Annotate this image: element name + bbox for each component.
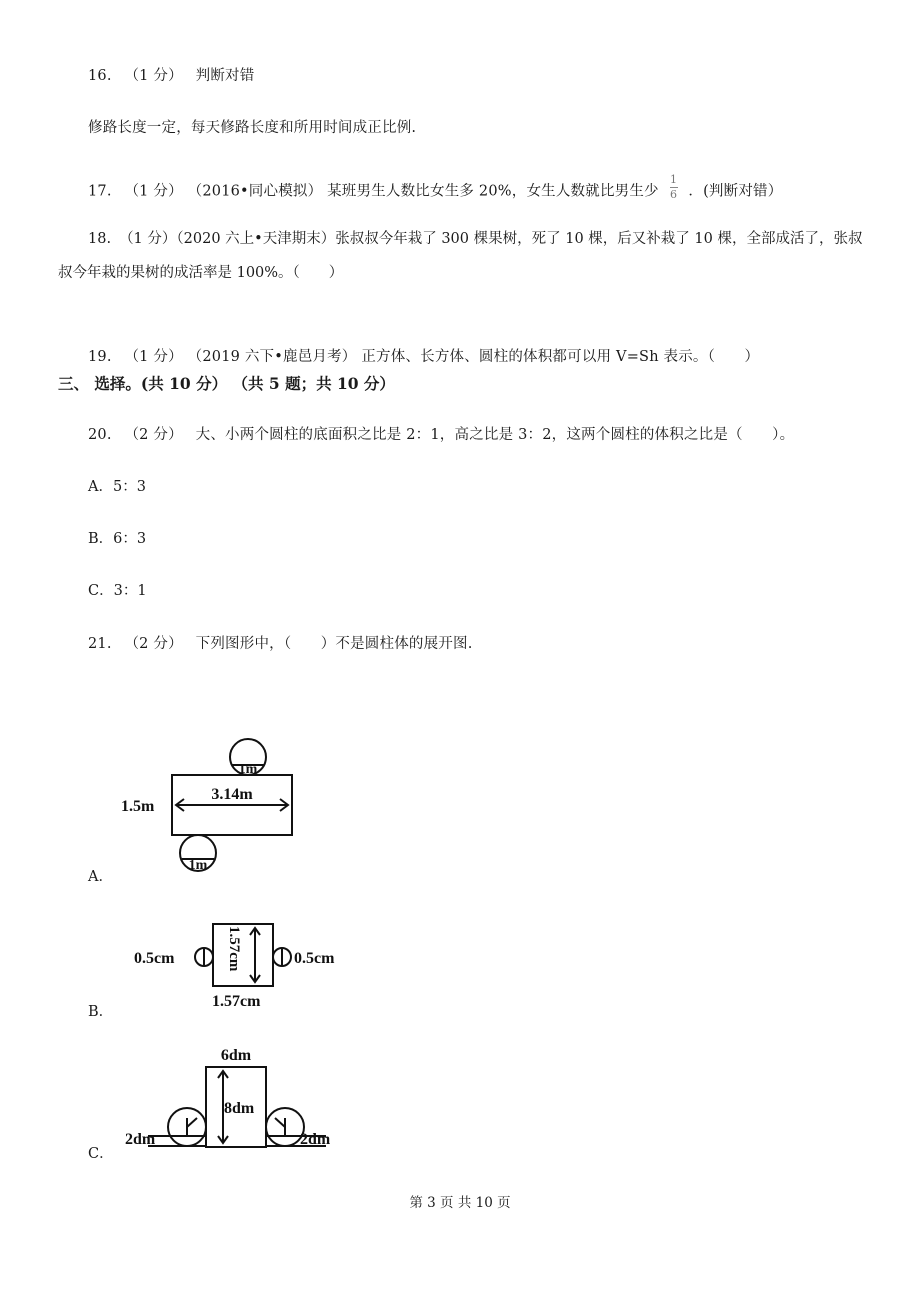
label-right-radius: 2dm — [300, 1131, 331, 1148]
option-c-label[interactable]: C． — [88, 1146, 114, 1162]
option-a[interactable] — [88, 475, 146, 496]
fraction-numerator: 1 — [669, 173, 678, 186]
question-number: 18. — [88, 231, 112, 247]
figure-c-cylinder-net — [120, 1042, 360, 1152]
question-21 — [88, 632, 473, 653]
label-top-diameter: 1m — [238, 762, 258, 777]
label-right-diameter: 0.5cm — [294, 950, 335, 967]
question-number: 16. — [88, 68, 112, 84]
question-text: 大、小两个圆柱的底面积之比是 2：1，高之比是 3：2，这两个圆柱的体积之比是（ ）。 — [195, 427, 795, 443]
question-18 — [58, 222, 868, 290]
page-footer: 第 3 页 共 10 页 — [409, 1195, 511, 1211]
option-a-label[interactable]: A． — [88, 869, 113, 885]
question-19 — [88, 345, 759, 366]
label-left-radius: 2dm — [125, 1131, 156, 1148]
label-left-diameter: 0.5cm — [134, 950, 175, 967]
label-bottom-diameter: 1m — [188, 858, 208, 873]
question-score: （1 分） — [124, 183, 183, 200]
option-label: A． — [88, 479, 113, 495]
question-score: （2 分） — [124, 427, 183, 443]
option-text: 6：3 — [113, 531, 147, 547]
option-b-label[interactable]: B． — [88, 1004, 114, 1020]
question-text: 下列图形中，（ ）不是圆柱体的展开图. — [195, 636, 473, 652]
label-width: 3.14m — [211, 786, 253, 803]
option-text: 3：1 — [113, 583, 147, 599]
question-text: 某班男生人数比女生多 20%，女生人数就比男生少 — [327, 183, 659, 200]
figure-a-cylinder-net — [118, 735, 318, 880]
fraction-denominator: 6 — [669, 188, 678, 201]
question-text: 正方体、长方体、圆柱的体积都可以用 V=Sh 表示。（ ） — [361, 349, 760, 365]
question-16-body: 修路长度一定，每天修路长度和所用时间成正比例. — [88, 120, 417, 136]
question-score: （1 分） — [124, 349, 183, 365]
label-height: 1.57cm — [226, 926, 242, 972]
lateral-rectangle — [213, 924, 273, 986]
question-source: （2016•同心模拟） — [187, 183, 323, 200]
question-16 — [88, 64, 254, 85]
option-b[interactable] — [88, 527, 146, 548]
fraction-one-sixth — [670, 174, 678, 201]
section-heading: 三、 选择。(共 10 分） （共 5 题；共 10 分） — [58, 374, 395, 393]
question-number: 19. — [88, 349, 112, 365]
question-score: （2 分） — [124, 636, 183, 652]
option-label: C． — [88, 583, 114, 599]
question-score: （1 分） — [124, 68, 183, 84]
question-number: 17. — [88, 183, 112, 200]
question-text: 张叔叔今年栽了 300 棵果树，死了 10 棵，后又补栽了 10 棵，全部成活了，张叔叔今年栽的果树的成活率是 100%。（ ） — [58, 231, 863, 281]
question-number: 20. — [88, 427, 112, 443]
question-17 — [88, 173, 783, 205]
figure-b-cylinder-net — [130, 918, 370, 1013]
question-20 — [88, 423, 794, 444]
question-source: （2020 六上•天津期末） — [176, 231, 336, 247]
question-text-after: ．(判断对错） — [688, 183, 783, 200]
option-label: B． — [88, 531, 114, 547]
question-text: 判断对错 — [195, 68, 255, 84]
question-source: （2019 六下•鹿邑月考） — [187, 349, 357, 365]
option-text: 5：3 — [112, 479, 146, 495]
question-score: （1 分） — [119, 231, 177, 247]
label-height: 1.5m — [121, 798, 155, 815]
question-number: 21. — [88, 636, 112, 652]
label-height: 8dm — [224, 1100, 255, 1117]
label-bottom-width: 1.57cm — [212, 993, 261, 1010]
label-top-width: 6dm — [220, 1047, 252, 1064]
option-c[interactable] — [88, 579, 147, 600]
